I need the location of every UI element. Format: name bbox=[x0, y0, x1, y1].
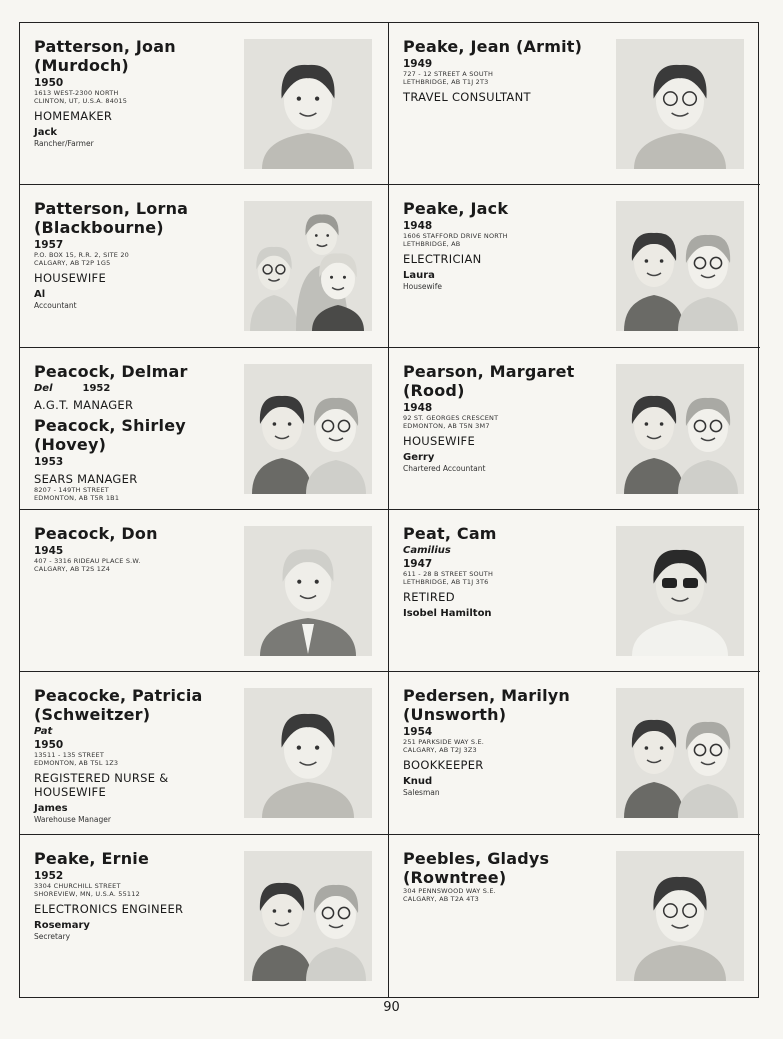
entry-year: 1950 bbox=[34, 77, 64, 89]
portrait-photo bbox=[616, 851, 744, 981]
entry-occupation: REGISTERED NURSE & HOUSEWIFE bbox=[34, 771, 169, 800]
directory-entry bbox=[389, 348, 760, 510]
entry-maiden-name: (Murdoch) bbox=[34, 56, 129, 75]
entry-name: Patterson, Joan bbox=[34, 37, 176, 56]
entry-address-line: 611 - 28 B STREET SOUTH bbox=[403, 569, 494, 578]
entry-text bbox=[34, 199, 244, 310]
directory-entry bbox=[389, 510, 760, 672]
entry-address-line: LETHBRIDGE, AB T1J 2T3 bbox=[403, 78, 489, 86]
portrait-photo bbox=[616, 201, 744, 331]
entry-spouse-occupation: Salesman bbox=[403, 788, 440, 798]
entry-name: Peacocke, Patricia bbox=[34, 686, 203, 706]
entry-text bbox=[34, 524, 244, 573]
entry-year: 1952 bbox=[34, 869, 64, 882]
entry-year: 1954 bbox=[403, 726, 433, 739]
entry-year: 1948 bbox=[403, 220, 433, 233]
entry-name: Peacock, Delmar bbox=[34, 361, 188, 381]
entry-year: 1949 bbox=[403, 58, 433, 70]
entry-occupation: TRAVEL CONSULTANT bbox=[403, 90, 531, 104]
entry-address-line: 92 ST. GEORGES CRESCENT bbox=[403, 413, 499, 422]
entry-spouse: Laura bbox=[403, 270, 435, 282]
entry-text bbox=[34, 362, 244, 502]
directory-entry bbox=[20, 835, 389, 997]
page-number: 90 bbox=[383, 1000, 400, 1015]
entry-address-line: SHOREVIEW, MN, U.S.A. 55112 bbox=[34, 889, 140, 898]
entry-year: 1952 bbox=[82, 382, 111, 394]
entry-spouse: James bbox=[34, 803, 68, 815]
portrait-photo bbox=[616, 526, 744, 656]
entry-text bbox=[403, 524, 613, 619]
portrait-photo bbox=[244, 851, 372, 981]
entry-year: 1947 bbox=[403, 557, 433, 570]
entry-maiden-name: (Schweitzer) bbox=[34, 705, 151, 725]
directory-entry bbox=[389, 23, 760, 185]
directory-entry bbox=[20, 510, 389, 672]
entry-address-line: CALGARY, AB T2P 1G5 bbox=[34, 259, 111, 268]
entry-address-line: EDMONTON, AB T5R 1B1 bbox=[34, 493, 120, 502]
entry-occupation: HOUSEWIFE bbox=[34, 271, 107, 286]
entry-name: Peat, Cam bbox=[403, 523, 497, 543]
entry-text bbox=[403, 686, 613, 797]
entry-occupation: HOUSEWIFE bbox=[403, 433, 476, 448]
entry-occupation: A.G.T. MANAGER bbox=[34, 397, 134, 412]
entry-year: 1950 bbox=[34, 739, 64, 752]
entry-maiden-name: (Unsworth) bbox=[403, 705, 507, 725]
nickname-year-row bbox=[34, 383, 244, 394]
entry-nickname: Camilius bbox=[403, 544, 451, 556]
entry-name: Pedersen, Marilyn bbox=[403, 686, 570, 706]
entry-address-line: 8207 - 149TH STREET bbox=[34, 485, 109, 494]
entry-name: Peake, Ernie bbox=[34, 848, 150, 868]
entry-address-line: 1613 WEST-2300 NORTH bbox=[34, 89, 119, 97]
entry-name: Peake, Jack bbox=[403, 199, 509, 219]
entry-address-line: EDMONTON, AB T5N 3M7 bbox=[403, 421, 490, 430]
entry-name-second: Peacock, Shirley bbox=[34, 415, 186, 435]
entry-text bbox=[403, 362, 613, 473]
entry-year: 1948 bbox=[403, 401, 433, 414]
entry-occupation-second: SEARS MANAGER bbox=[34, 471, 138, 486]
portrait-photo bbox=[244, 39, 372, 169]
entry-name: Peebles, Gladys bbox=[403, 848, 550, 868]
entry-spouse: Knud bbox=[403, 776, 433, 788]
entry-year-second: 1953 bbox=[34, 455, 64, 468]
portrait-photo bbox=[616, 39, 744, 169]
entry-occupation: ELECTRONICS ENGINEER bbox=[34, 901, 184, 916]
entry-spouse: Gerry bbox=[403, 451, 435, 463]
entry-address-line: P.O. BOX 15, R.R. 2, SITE 20 bbox=[34, 251, 130, 260]
entry-address-line: 1606 STAFFORD DRIVE NORTH bbox=[403, 232, 508, 241]
entry-address-line: 13511 - 135 STREET bbox=[34, 751, 105, 760]
directory-entry bbox=[20, 23, 389, 185]
entry-spouse-occupation: Warehouse Manager bbox=[34, 815, 111, 825]
portrait-photo bbox=[616, 688, 744, 818]
entry-text bbox=[403, 37, 613, 104]
entry-nickname: Pat bbox=[34, 726, 53, 738]
directory-entry bbox=[20, 185, 389, 347]
directory-entry bbox=[20, 348, 389, 510]
entry-address-line: 304 PENNSWOOD WAY S.E. bbox=[403, 886, 496, 895]
directory-entry bbox=[20, 672, 389, 834]
entry-address-line: CALGARY, AB T2S 1Z4 bbox=[34, 564, 111, 573]
entry-name: Peake, Jean (Armit) bbox=[403, 37, 583, 56]
directory-grid bbox=[19, 22, 759, 998]
entry-name: Pearson, Margaret bbox=[403, 361, 575, 381]
entry-address-line: EDMONTON, AB T5L 1Z3 bbox=[34, 759, 119, 768]
entry-address-line: 3304 CHURCHILL STREET bbox=[34, 881, 121, 890]
entry-spouse-occupation: Accountant bbox=[34, 301, 77, 311]
portrait-photo bbox=[244, 364, 372, 494]
entry-name: Patterson, Lorna bbox=[34, 199, 189, 219]
entry-text bbox=[34, 37, 244, 148]
entry-address-line: 727 - 12 STREET A SOUTH bbox=[403, 70, 494, 78]
entry-year: 1945 bbox=[34, 544, 64, 557]
entry-address-line: LETHBRIDGE, AB bbox=[403, 240, 461, 249]
entry-address-line: 407 - 3316 RIDEAU PLACE S.W. bbox=[34, 556, 141, 565]
portrait-photo bbox=[244, 688, 372, 818]
directory-entry bbox=[389, 672, 760, 834]
entry-maiden-name: (Rood) bbox=[403, 380, 465, 400]
entry-spouse-occupation: Housewife bbox=[403, 282, 442, 292]
portrait-photo bbox=[244, 201, 372, 331]
portrait-photo bbox=[244, 526, 372, 656]
entry-address-line: CLINTON, UT, U.S.A. 84015 bbox=[34, 97, 128, 105]
portrait-photo bbox=[616, 364, 744, 494]
entry-address-line: LETHBRIDGE, AB T1J 3T6 bbox=[403, 577, 489, 586]
entry-name: Peacock, Don bbox=[34, 523, 158, 543]
entry-occupation: RETIRED bbox=[403, 589, 455, 604]
entry-spouse-occupation: Secretary bbox=[34, 931, 71, 941]
entry-text bbox=[34, 686, 244, 824]
entry-maiden-name: (Rowntree) bbox=[403, 867, 507, 887]
entry-maiden-name: (Blackbourne) bbox=[34, 218, 164, 238]
entry-address-line: CALGARY, AB T2A 4T3 bbox=[403, 894, 479, 903]
entry-occupation: HOMEMAKER bbox=[34, 109, 113, 123]
directory-entry bbox=[389, 835, 760, 997]
entry-spouse: Rosemary bbox=[34, 919, 90, 931]
entry-address-line: CALGARY, AB T2J 3Z3 bbox=[403, 746, 477, 755]
entry-year: 1957 bbox=[34, 239, 64, 252]
entry-occupation: ELECTRICIAN bbox=[403, 252, 482, 267]
entry-maiden-name-second: (Hovey) bbox=[34, 434, 107, 454]
entry-spouse-occupation: Rancher/Farmer bbox=[34, 139, 94, 148]
entry-spouse: Jack bbox=[34, 127, 58, 138]
entry-nickname: Del bbox=[34, 382, 53, 394]
entry-text bbox=[403, 849, 613, 903]
entry-spouse-occupation: Chartered Accountant bbox=[403, 463, 486, 473]
entry-spouse: Al bbox=[34, 289, 46, 301]
entry-text bbox=[34, 849, 244, 941]
directory-entry bbox=[389, 185, 760, 347]
entry-text bbox=[403, 199, 613, 291]
entry-spouse: Isobel Hamilton bbox=[403, 607, 492, 619]
entry-occupation: BOOKKEEPER bbox=[403, 758, 484, 773]
entry-address-line: 251 PARKSIDE WAY S.E. bbox=[403, 738, 485, 747]
